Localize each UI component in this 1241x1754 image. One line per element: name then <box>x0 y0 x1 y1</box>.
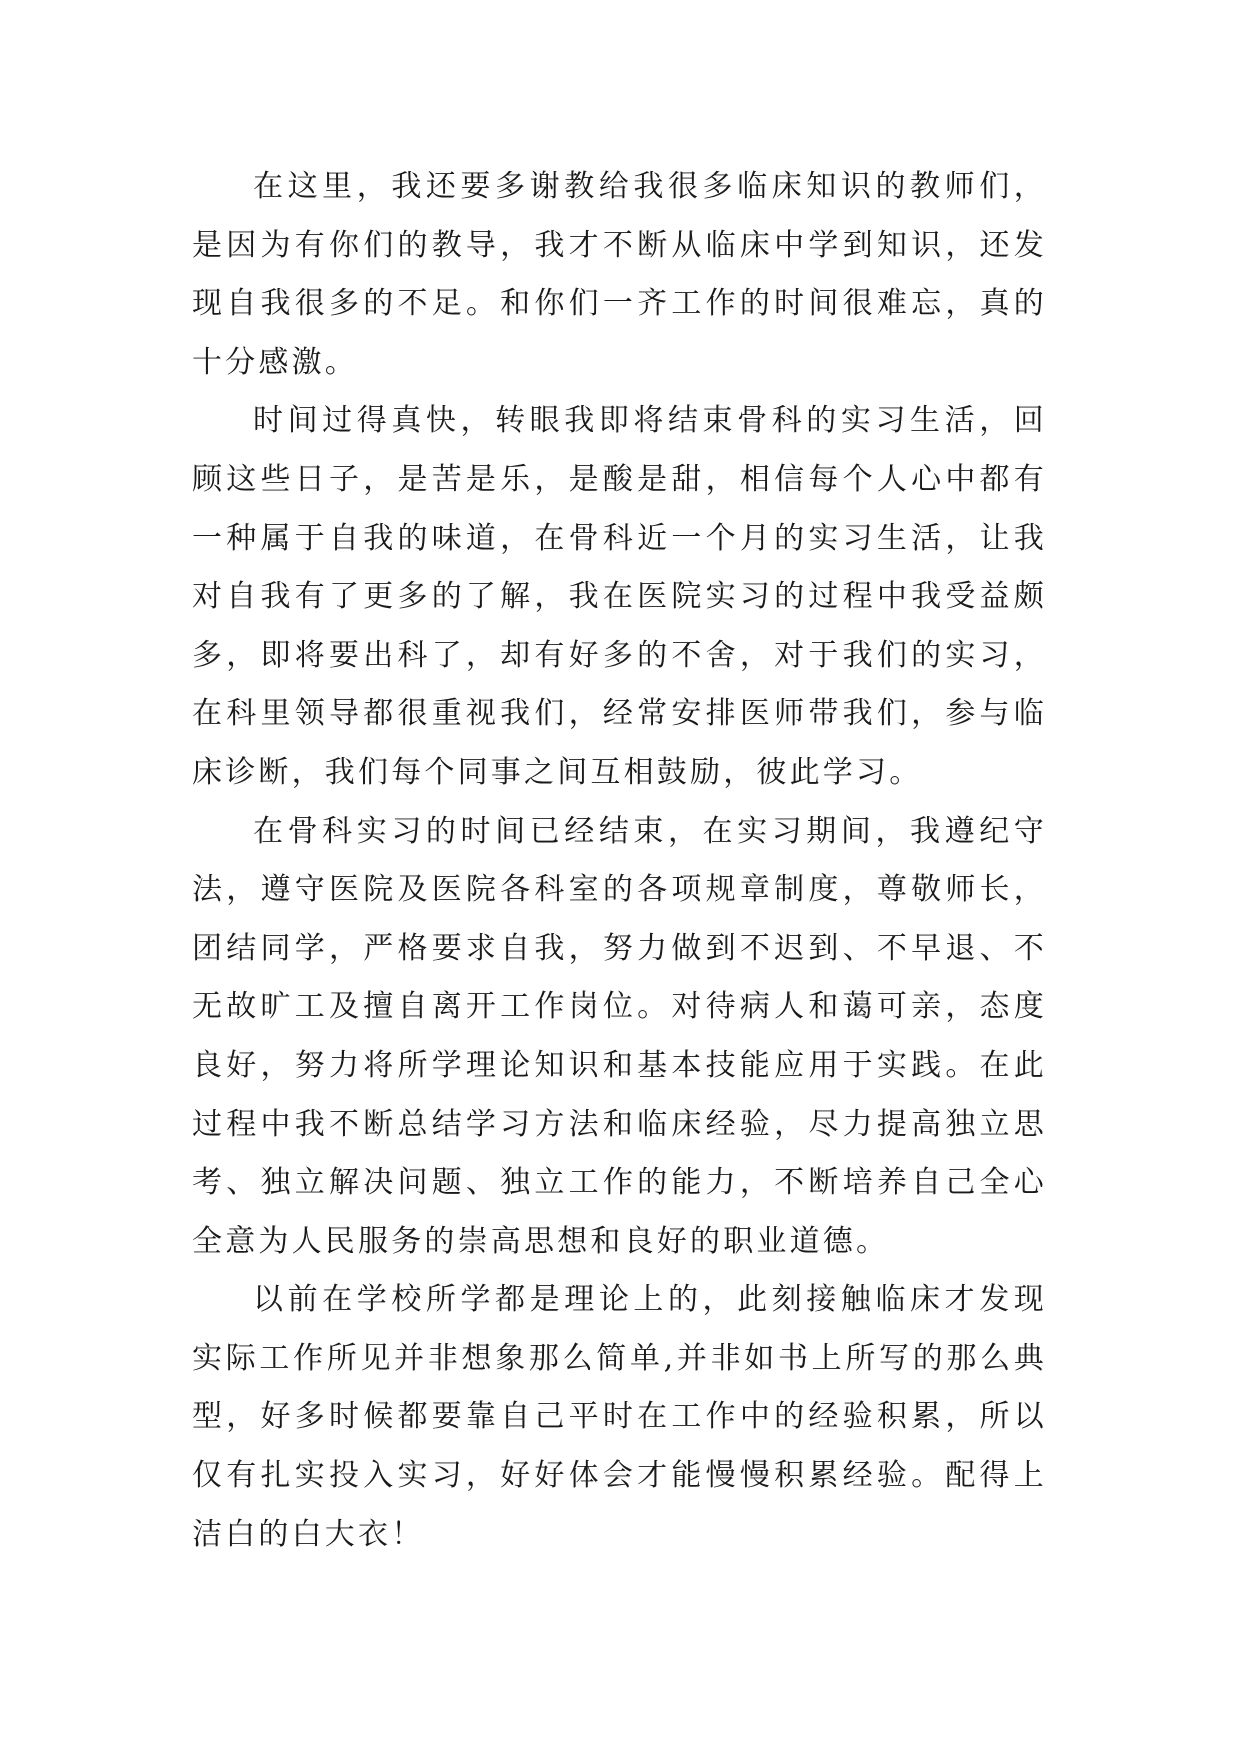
paragraph-internship-conduct: 在骨科实习的时间已经结束，在实习期间，我遵纪守法，遵守医院及医院各科室的各项规章制度，尊敬师长，团结同学，严格要求自我，努力做到不迟到、不早退、不无故旷工及擅自离开工作岗位。对待病人和蔼可亲，态度良好，努力将所学理论知识和基本技能应用于实践。在此过程中我不断总结学习方法和临床经验，尽力提高独立思考、独立解决问题、独立工作的能力，不断培养自己全心全意为人民服务的崇高思想和良好的职业道德。 <box>192 813 1047 1259</box>
paragraph-thanks-teachers: 在这里，我还要多谢教给我很多临床知识的教师们，是因为有你们的教导，我才不断从临床中学到知识，还发现自我很多的不足。和你们一齐工作的时间很难忘，真的十分感激。 <box>192 169 1047 380</box>
paragraph-clinical-experience: 以前在学校所学都是理论上的，此刻接触临床才发现实际工作所见并非想象那么简单,并非如书上所写的那么典型，好多时候都要靠自己平时在工作中的经验积累，所以仅有扎实投入实习，好好体会才能慢慢积累经验。配得上洁白的白大衣！ <box>192 1282 1047 1552</box>
document-body <box>192 158 1047 1564</box>
paragraph-orthopedics-internship-life: 时间过得真快，转眼我即将结束骨科的实习生活，回顾这些日子，是苦是乐，是酸是甜，相信每个人心中都有一种属于自我的味道，在骨科近一个月的实习生活，让我对自我有了更多的了解，我在医院实习的过程中我受益颇多，即将要出科了，却有好多的不舍，对于我们的实习，在科里领导都很重视我们，经常安排医师带我们，参与临床诊断，我们每个同事之间互相鼓励，彼此学习。 <box>192 403 1047 790</box>
